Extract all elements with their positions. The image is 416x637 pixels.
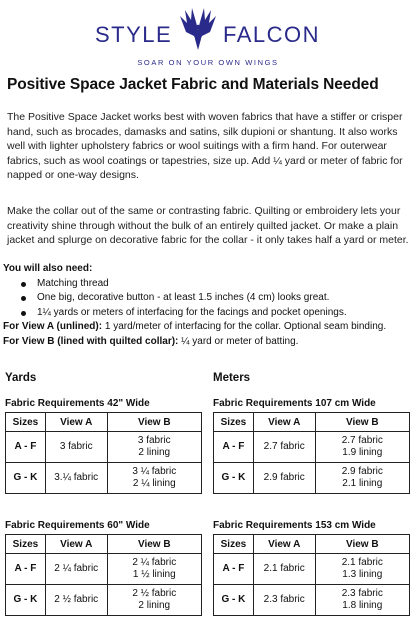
table-title-107cm: Fabric Requirements 107 cm Wide [213,398,376,409]
view-a-label: For View A (unlined): [3,321,103,333]
column-header-sizes: Sizes [6,413,46,432]
view-b-cell [107,463,201,494]
size-cell: A - F [6,554,46,585]
also-needed-section [3,262,413,350]
brand-logo[interactable] [0,6,416,68]
view-b-note [3,335,413,350]
view-a-note [3,320,413,335]
view-a-cell: 2.7 fabric [253,432,315,463]
view-b-cell [315,585,409,616]
column-header-view-a: View A [253,535,315,554]
section-heading-yards: Yards [5,372,37,384]
view-b-lining: 2 lining [138,600,171,611]
view-a-cell: 2.1 fabric [253,554,315,585]
column-header-view-b: View B [315,413,409,432]
column-header-view-a: View A [45,535,107,554]
view-b-cell [315,463,409,494]
logo-word-falcon: FALCON [223,22,321,47]
view-b-fabric: 2 ¼ fabric [132,557,177,568]
view-a-cell: 2.9 fabric [253,463,315,494]
table-title-42in: Fabric Requirements 42" Wide [5,398,150,409]
logo-tagline: SOAR ON YOUR OWN WINGS [137,58,279,67]
table-row [214,432,410,463]
view-b-cell [107,432,201,463]
also-needed-heading: You will also need: [3,263,93,274]
view-a-cell: 2 ¼ fabric [45,554,107,585]
table-row [6,432,202,463]
size-cell: G - K [214,463,254,494]
view-b-lining: 1.3 lining [342,569,383,580]
list-item: 1¼ yards or meters of interfacing for the facings and pocket openings. [17,306,413,321]
falcon-icon [176,6,220,52]
column-header-view-b: View B [107,413,201,432]
size-cell: G - K [6,585,46,616]
view-b-lining: 1 ½ lining [132,569,176,580]
column-header-sizes: Sizes [214,535,254,554]
list-item: Matching thread [17,277,413,292]
table-title-153cm: Fabric Requirements 153 cm Wide [213,520,376,531]
view-b-fabric: 2.3 fabric [341,588,383,599]
table-title-60in: Fabric Requirements 60" Wide [5,520,150,531]
fabric-table-60in [5,534,202,616]
table-row [214,585,410,616]
view-a-text: 1 yard/meter of interfacing for the collar. Optional seam binding. [102,321,387,333]
view-a-cell: 3.¼ fabric [45,463,107,494]
view-b-cell [315,432,409,463]
view-b-lining: 1.9 lining [342,447,383,458]
view-b-text: ¼ yard or meter of batting. [178,335,299,347]
size-cell: G - K [6,463,46,494]
view-a-cell: 2 ½ fabric [45,585,107,616]
collar-paragraph: Make the collar out of the same or contrasting fabric. Quilting or embroidery lets your creativity shine through without the bulk of an entirely quilted jacket. Or make a plain jacket and splurge on decorative fabric for the collar - it only takes half a yard or meter. [7,205,409,247]
view-b-fabric: 2.1 fabric [341,557,383,568]
column-header-sizes: Sizes [6,535,46,554]
size-cell: A - F [214,432,254,463]
size-cell: A - F [6,432,46,463]
view-b-fabric: 3 ¼ fabric [132,466,177,477]
column-header-view-b: View B [315,535,409,554]
view-b-lining: 2 ¼ lining [132,478,176,489]
table-row [6,463,202,494]
intro-paragraph: The Positive Space Jacket works best with woven fabrics that have a stiffer or crisper hand, such as brocades, damasks and satins, silk dupioni or shantung. It also works well with lighter upholstery fabrics or wool suitings with a firm hand. For outerwear fabrics, such as wool coatings or tapestries, size up. Add ¼ yard or meter of fabric for napped or one-way designs. [7,111,403,182]
view-b-cell [107,554,201,585]
view-b-lining: 2 lining [138,447,171,458]
view-b-label: For View B (lined with quilted collar): [3,335,179,347]
view-b-lining: 1.8 lining [342,600,383,611]
size-cell: A - F [214,554,254,585]
view-b-fabric: 2.7 fabric [341,435,383,446]
also-needed-list [3,277,413,321]
fabric-table-42in [5,412,202,494]
column-header-view-a: View A [45,413,107,432]
table-row [6,554,202,585]
view-b-fabric: 3 fabric [137,435,171,446]
view-b-fabric: 2 ½ fabric [132,588,177,599]
view-a-cell: 3 fabric [45,432,107,463]
view-b-cell [107,585,201,616]
logo-word-style: STYLE [95,22,173,47]
view-b-cell [315,554,409,585]
column-header-sizes: Sizes [214,413,254,432]
view-b-lining: 2.1 lining [342,478,383,489]
table-row [214,463,410,494]
list-item: One big, decorative button - at least 1.5 inches (4 cm) looks great. [17,291,413,306]
table-row [6,585,202,616]
table-row [214,554,410,585]
fabric-table-153cm [213,534,410,616]
fabric-table-107cm [213,412,410,494]
column-header-view-a: View A [253,413,315,432]
size-cell: G - K [214,585,254,616]
section-heading-meters: Meters [213,372,251,384]
column-header-view-b: View B [107,535,201,554]
view-b-fabric: 2.9 fabric [341,466,383,477]
page-title: Positive Space Jacket Fabric and Materials Needed [7,76,379,93]
view-a-cell: 2.3 fabric [253,585,315,616]
